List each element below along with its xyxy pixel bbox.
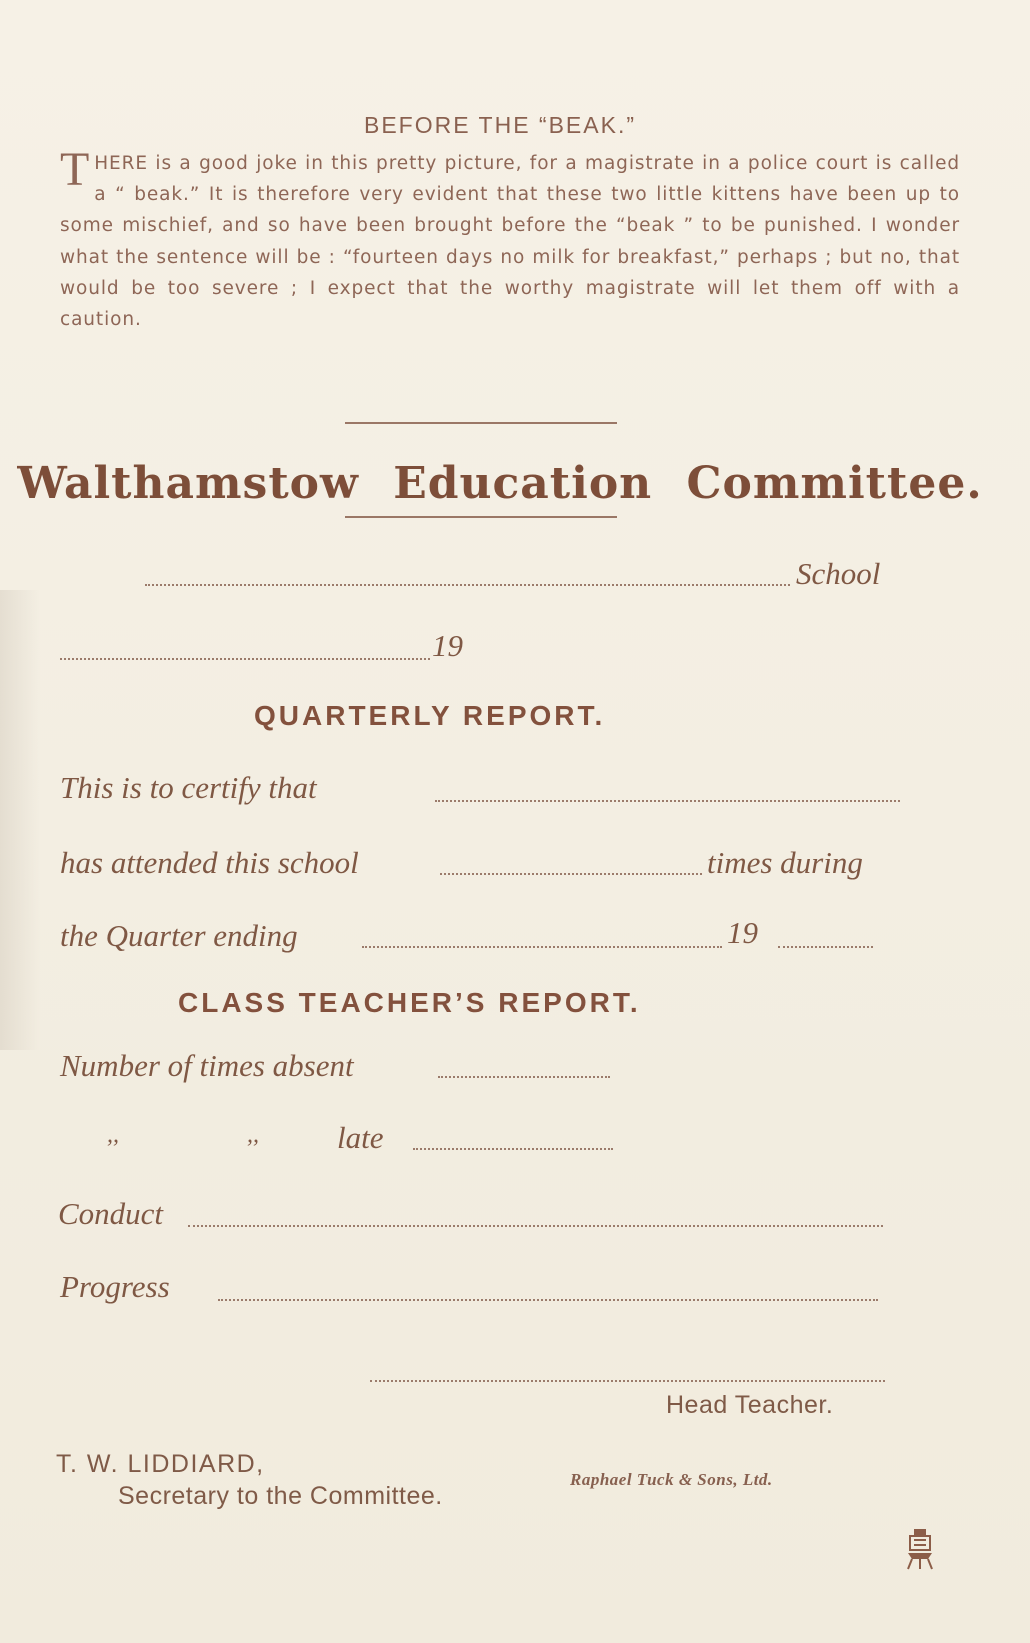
certify-line2-b: times during: [707, 845, 863, 880]
attendance-blank: [440, 873, 702, 875]
teacher-heading: CLASS TEACHER’S REPORT.: [178, 987, 641, 1018]
certify-line3-a: the Quarter ending: [60, 918, 298, 953]
certify-line3-b: 19: [727, 915, 758, 950]
year-blank: [778, 946, 873, 948]
year-label: 19: [432, 628, 463, 663]
rule-bottom: [345, 516, 617, 518]
late-blank: [413, 1148, 613, 1150]
secretary-name: T. W. LIDDIARD,: [56, 1450, 265, 1478]
school-label: School: [796, 556, 881, 591]
late-label: late: [337, 1120, 384, 1155]
conduct-blank: [188, 1225, 883, 1227]
absent-label: Number of times absent: [60, 1048, 354, 1083]
ditto-mark-1: ,,: [107, 1122, 119, 1148]
story-dropcap: T: [60, 143, 91, 196]
progress-blank: [218, 1299, 878, 1301]
certify-line2-a: has attended this school: [60, 845, 359, 880]
story-body: [60, 143, 960, 335]
date-blank: [60, 658, 430, 660]
edge-stain: [0, 590, 40, 1050]
ditto-mark-2: ,,: [247, 1122, 259, 1148]
secretary-title: Secretary to the Committee.: [118, 1482, 443, 1510]
pupil-name-blank: [435, 800, 900, 802]
progress-label: Progress: [60, 1269, 170, 1304]
head-teacher-label: Head Teacher.: [666, 1391, 834, 1419]
story-title: BEFORE THE “BEAK.”: [363, 112, 636, 138]
conduct-label: Conduct: [58, 1196, 164, 1231]
school-blank: [145, 584, 790, 586]
story-text: HERE is a good joke in this pretty picture, for a magistrate in a police court is called a “ beak.” It is therefore very evident that these two little kittens have been up to some mischief, and so have been brought before the “beak ” to be punished. I wonder what the sentence will be : “fourteen days no milk for breakfast,” perhaps ; but no, that would be too severe ; I expect that the worthy magistrate will let them off with a caution.: [60, 153, 960, 331]
publisher-imprint: Raphael Tuck & Sons, Ltd.: [570, 1470, 773, 1489]
quarterly-heading: QUARTERLY REPORT.: [254, 700, 606, 731]
rule-top: [345, 422, 617, 424]
committee-title: Walthamstow Education Committee.: [17, 458, 983, 509]
quarter-end-blank: [362, 946, 722, 948]
easel-palette-logo: [902, 1527, 938, 1571]
signature-blank: [370, 1380, 885, 1382]
absent-blank: [438, 1076, 610, 1078]
certify-line1: This is to certify that: [60, 770, 317, 805]
